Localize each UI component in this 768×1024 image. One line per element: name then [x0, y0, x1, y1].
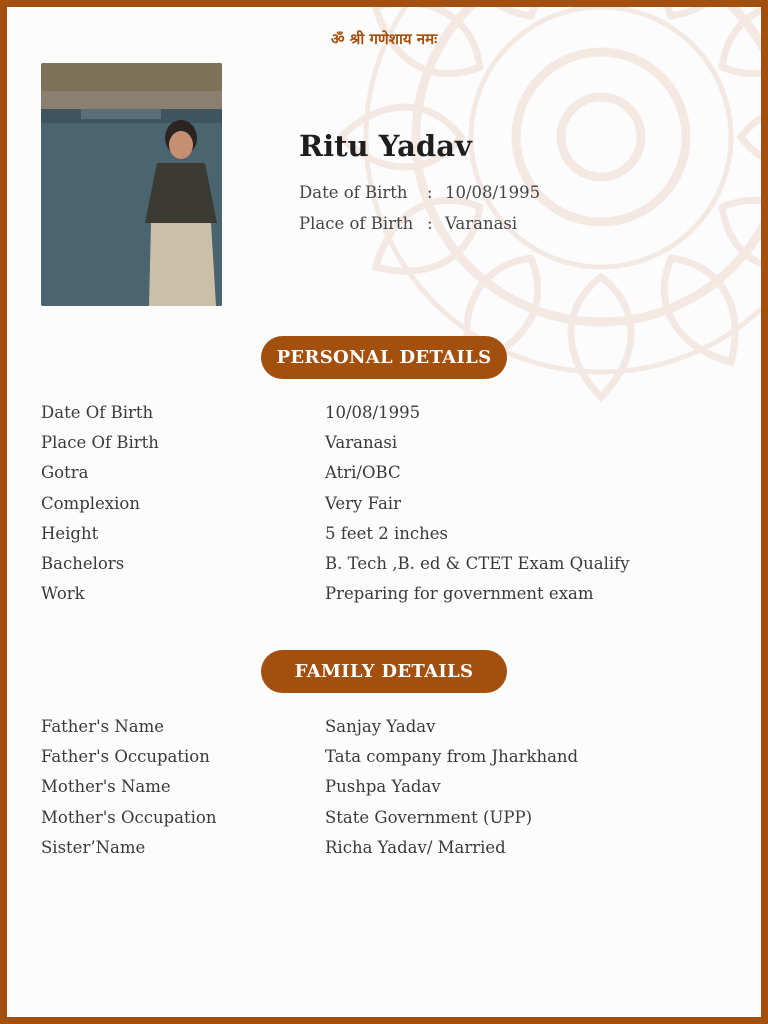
- detail-label: Gotra: [41, 463, 89, 483]
- personal-details-heading: PERSONAL DETAILS: [261, 336, 507, 379]
- summary-pob-separator: :: [427, 214, 433, 233]
- mandala-petal: [741, 107, 768, 167]
- family-row-sister-name: [41, 832, 741, 862]
- personal-row-complexion: [41, 488, 741, 518]
- personal-row-work: [41, 579, 741, 609]
- detail-value: Pushpa Yadav: [325, 777, 441, 797]
- detail-value: Preparing for government exam: [325, 584, 594, 604]
- detail-value: 5 feet 2 inches: [325, 523, 449, 543]
- detail-label: Place Of Birth: [41, 432, 159, 452]
- detail-value: Richa Yadav/ Married: [325, 837, 506, 857]
- family-details-heading: FAMILY DETAILS: [261, 650, 507, 693]
- mandala-petal: [571, 277, 631, 397]
- summary-pob-label: Place of Birth: [299, 214, 414, 233]
- personal-row-pob: [41, 427, 741, 457]
- portrait-photo-icon: [41, 63, 222, 306]
- portrait-photo: [41, 63, 222, 306]
- detail-value: Sanjay Yadav: [325, 716, 436, 736]
- detail-label: Work: [41, 584, 85, 604]
- summary-pob-value: Varanasi: [445, 214, 518, 233]
- personal-row-height: [41, 518, 741, 548]
- detail-label: Height: [41, 523, 99, 543]
- family-row-mother-name: [41, 772, 741, 802]
- detail-label: Date Of Birth: [41, 402, 154, 422]
- detail-label: Father's Occupation: [41, 746, 210, 766]
- summary-dob-label: Date of Birth: [299, 183, 408, 202]
- detail-label: Mother's Occupation: [41, 807, 217, 827]
- summary-dob-row: [299, 177, 540, 208]
- family-row-mother-occupation: [41, 802, 741, 832]
- invocation-text: ॐ श्री गणेशाय नमः: [330, 30, 438, 48]
- detail-label: Father's Name: [41, 716, 165, 736]
- family-row-father-occupation: [41, 741, 741, 771]
- detail-label: Bachelors: [41, 554, 125, 574]
- family-details-list: [41, 711, 741, 862]
- personal-details-list: [41, 397, 741, 609]
- detail-value: Varanasi: [325, 432, 398, 452]
- summary-dob-value: 10/08/1995: [445, 183, 541, 202]
- detail-value: Atri/OBC: [325, 463, 401, 483]
- summary-dob-separator: :: [427, 183, 433, 202]
- detail-value: 10/08/1995: [325, 402, 421, 422]
- profile-summary: [299, 129, 540, 239]
- personal-row-bachelors: [41, 548, 741, 578]
- detail-value: B. Tech ,B. ed & CTET Exam Qualify: [325, 554, 630, 574]
- detail-label: Complexion: [41, 493, 140, 513]
- detail-label: Mother's Name: [41, 777, 171, 797]
- candidate-name: Ritu Yadav: [299, 129, 472, 163]
- summary-pob-row: [299, 208, 540, 239]
- personal-row-dob: [41, 397, 741, 427]
- detail-value: Very Fair: [325, 493, 401, 513]
- family-row-father-name: [41, 711, 741, 741]
- detail-value: State Government (UPP): [325, 807, 533, 827]
- detail-label: Sister’Name: [41, 837, 146, 857]
- detail-value: Tata company from Jharkhand: [325, 746, 579, 766]
- personal-row-gotra: [41, 458, 741, 488]
